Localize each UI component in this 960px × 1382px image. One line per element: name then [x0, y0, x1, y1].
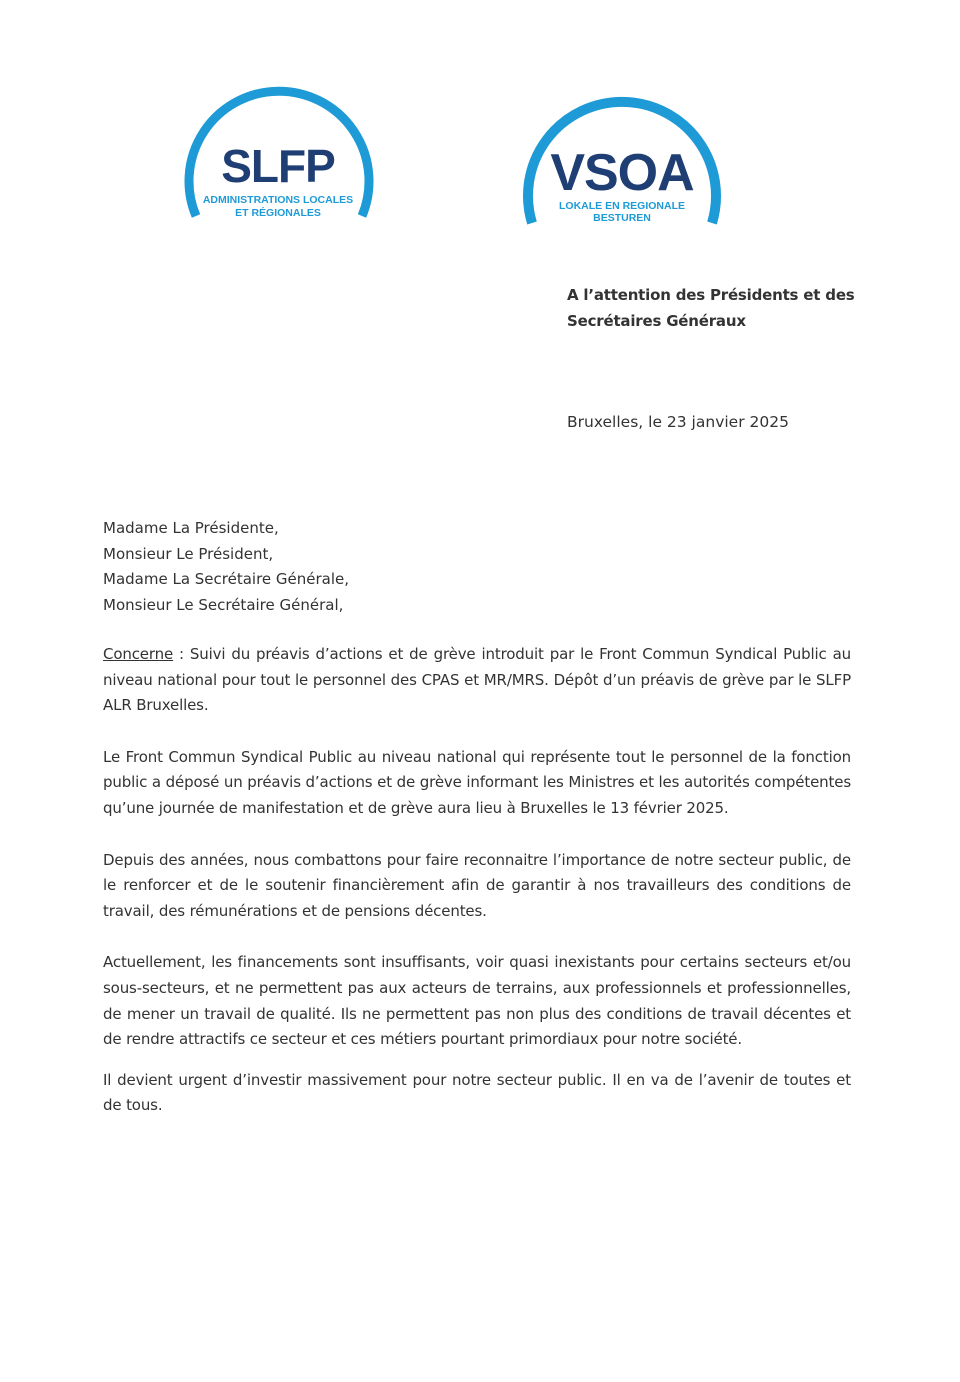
svg-text:BESTUREN: BESTUREN: [593, 212, 651, 224]
letter-date: Bruxelles, le 23 janvier 2025: [567, 413, 789, 431]
body-paragraph: Actuellement, les financements sont insuffisants, voir quasi inexistants pour certains secteurs et/ou sous-secteurs, et ne permettent pas aux acteurs de terrains, aux professionnels et professionnelles, de mener un travail de qualité. Ils ne permettent pas non plus des conditions de travail décentes et de rendre attractifs ce secteur et ces métiers pourtant primordiaux pour notre société.: [103, 953, 851, 1049]
salutation-line: Monsieur Le Secrétaire Général,: [103, 595, 344, 614]
recipient-line-2: Secrétaires Généraux: [567, 312, 746, 330]
recipient-line-1: A l’attention des Présidents et des: [567, 286, 855, 304]
subject-line: [103, 642, 851, 719]
slfp-logo-graphic: [178, 78, 378, 228]
svg-text:ET RÉGIONALES: ET RÉGIONALES: [235, 207, 321, 219]
vsoa-logo-graphic: [516, 78, 726, 228]
body-paragraph: Le Front Commun Syndical Public au niveau national qui représente tout le personnel de la fonction public a déposé un préavis d’actions et de grève informant les Ministres et les autorités compétentes qu’une journée de manifestation et de grève aura lieu à Bruxelles le 13 février 2025.: [103, 747, 851, 817]
salutation-line: Madame La Présidente,: [103, 519, 279, 537]
subject-label: Concerne: [103, 645, 174, 663]
svg-text:LOKALE EN REGIONALE: LOKALE EN REGIONALE: [558, 200, 686, 212]
salutation-line: Monsieur Le Président,: [103, 544, 274, 563]
body-paragraph: Depuis des années, nous combattons pour faire reconnaitre l’importance de notre secteur public, de le renforcer et de le soutenir financièrement afin de garantir à nos travailleurs des conditions de travail, des rémunérations et de pensions décentes.: [103, 850, 851, 920]
vsoa-logo: [516, 78, 726, 228]
salutations: [103, 516, 349, 618]
svg-text:VSOA: VSOA: [550, 144, 694, 202]
letter-body: [103, 642, 851, 1119]
slfp-logo: [178, 78, 378, 228]
recipient-block: [567, 282, 855, 334]
subject-text: : Suivi du préavis d’actions et de grève introduit par le Front Commun Syndical Public au niveau national pour tout le personnel des CPAS et MR/MRS. Dépôt d’un préavis de grève par le SLFP ALR Bruxelles.: [103, 645, 851, 715]
salutation-line: Madame La Secrétaire Générale,: [103, 570, 350, 588]
body-paragraph: Il devient urgent d’investir massivement pour notre secteur public. Il en va de l’avenir de toutes et de tous.: [103, 1070, 851, 1115]
svg-text:SLFP: SLFP: [221, 140, 335, 192]
svg-text:ADMINISTRATIONS LOCALES: ADMINISTRATIONS LOCALES: [202, 194, 354, 206]
